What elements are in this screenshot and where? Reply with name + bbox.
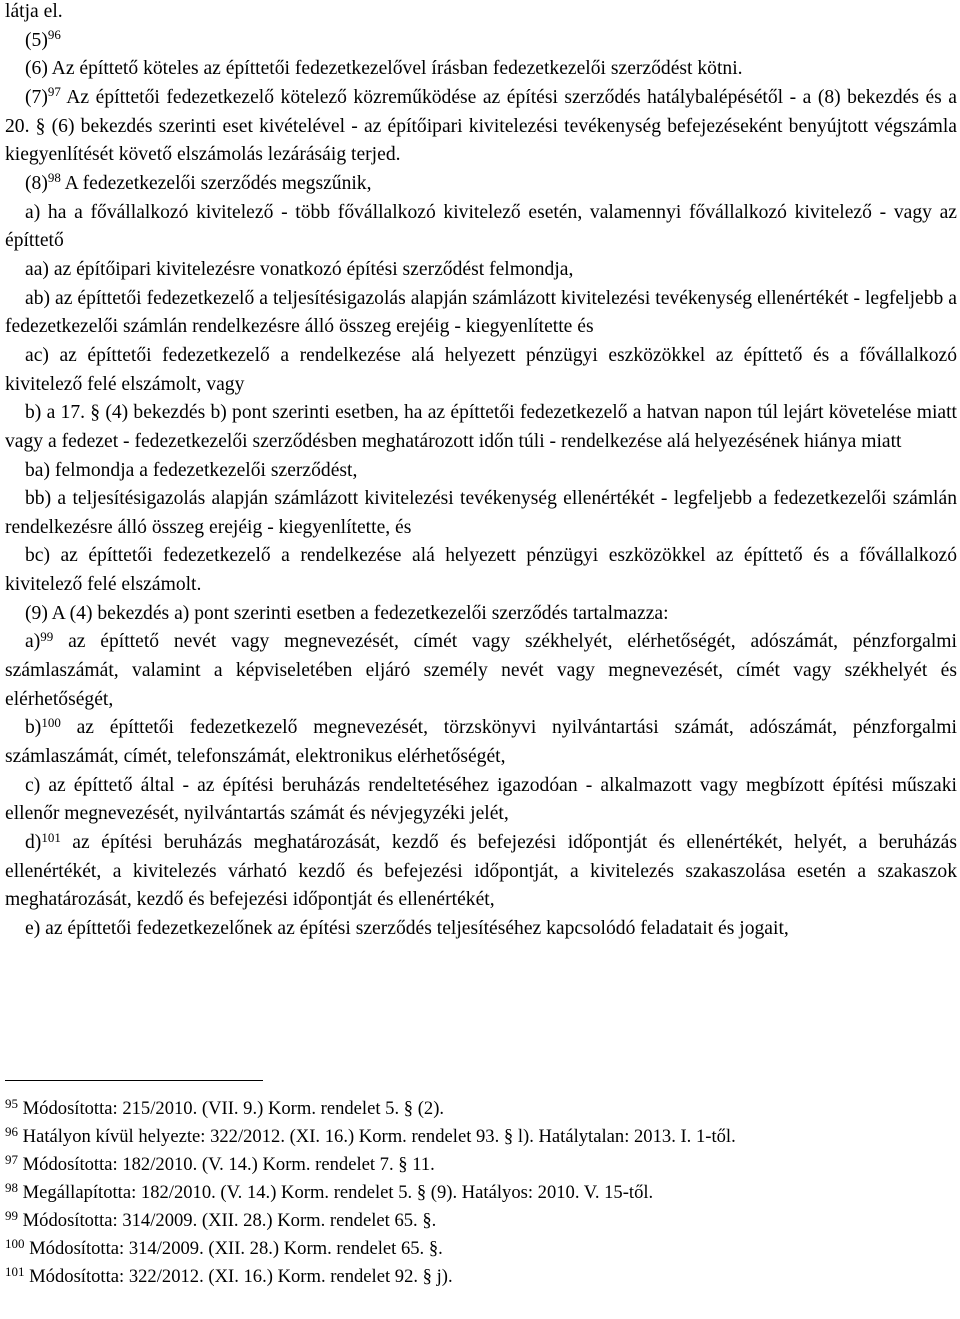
paragraph-label: d) bbox=[25, 832, 42, 854]
footnote-text: Módosította: 182/2010. (V. 14.) Korm. rendelet 7. § 11. bbox=[18, 1154, 435, 1175]
paragraph-text: Az építtetői fedezetkezelő kötelező közreműködése az építési szerződés hatálybalépésétől - a (8) bekezdés és a 20. § (6) bekezdés szerinti eset kivételével - az építőipari kivitelezési tevékenység befejezéseként benyújtott végszámla kiegyenlítését követő elszámolás lezárásáig terjed. bbox=[5, 86, 957, 166]
paragraph-text: b) a 17. § (4) bekezdés b) pont szerinti esetben, ha az építtetői fedezetkezelő a hatvan napon túl lejárt követelése miatt vagy a fedezet - fedezetkezelői szerződésben meghatározott időn túli - rendelkezése alá helyezésének hiánya miatt bbox=[5, 402, 957, 452]
footnote bbox=[5, 1151, 930, 1179]
footnote bbox=[5, 1235, 930, 1263]
paragraph-label: (7) bbox=[25, 86, 48, 108]
paragraph bbox=[5, 772, 957, 829]
paragraph bbox=[5, 829, 957, 915]
footnote bbox=[5, 1207, 930, 1235]
paragraph-text: (9) A (4) bekezdés a) pont szerinti esetben a fedezetkezelői szerződés tartalmazza: bbox=[25, 602, 669, 624]
paragraph-text: ac) az építtetői fedezetkezelő a rendelkezése alá helyezett pénzügyi eszközökkel az építtető és a fővállalkozó kivitelező felé elszámolt, vagy bbox=[5, 344, 957, 395]
paragraph-text: látja el. bbox=[5, 1, 63, 22]
paragraph bbox=[5, 342, 957, 399]
footnotes bbox=[5, 1095, 930, 1291]
paragraph-label: (5) bbox=[25, 29, 48, 51]
paragraph bbox=[5, 600, 957, 629]
footnote-ref[interactable]: 99 bbox=[40, 628, 54, 644]
footnote-text: Megállapította: 182/2010. (V. 14.) Korm. rendelet 5. § (9). Hatályos: 2010. V. 15-től. bbox=[18, 1182, 654, 1203]
footnote-text: Módosította: 314/2009. (XII. 28.) Korm. rendelet 65. §. bbox=[24, 1238, 443, 1259]
paragraph-text: aa) az építőipari kivitelezésre vonatkozó építési szerződést felmondja, bbox=[25, 258, 574, 280]
paragraph-text: A fedezetkezelői szerződés megszűnik, bbox=[60, 172, 372, 194]
footnote bbox=[5, 1263, 930, 1291]
paragraph bbox=[5, 714, 957, 771]
footnote-number: 99 bbox=[5, 1207, 18, 1223]
paragraph-label: b) bbox=[25, 717, 42, 739]
footnote-number: 100 bbox=[5, 1235, 25, 1251]
footnote-separator bbox=[5, 1080, 263, 1081]
footnote bbox=[5, 1095, 930, 1123]
paragraph-label: a) bbox=[25, 631, 41, 653]
paragraph bbox=[5, 542, 957, 599]
paragraph-text: ba) felmondja a fedezetkezelői szerződést, bbox=[25, 459, 358, 481]
paragraph bbox=[5, 199, 957, 256]
paragraph-text: bb) a teljesítésigazolás alapján számlázott kivitelezési tevékenység ellenértékét - legfeljebb a fedezetkezelői számlán rendelkezésre álló összeg erejéig - kiegyenlítette, és bbox=[5, 488, 957, 538]
paragraph bbox=[5, 170, 957, 199]
footnote-ref[interactable]: 100 bbox=[41, 714, 61, 730]
paragraph bbox=[5, 256, 957, 285]
paragraph-text: e) az építtetői fedezetkezelőnek az építési szerződés teljesítéséhez kapcsolódó feladatait és jogait, bbox=[25, 918, 789, 939]
paragraph-text: az építtetői fedezetkezelő megnevezését, törzskönyvi nyilvántartási számát, adószámát, pénzforgalmi számlaszámát, címét, telefonszámát, elektronikus elérhetőségét, bbox=[5, 717, 957, 768]
footnote bbox=[5, 1179, 930, 1207]
paragraph bbox=[5, 628, 957, 714]
footnote-number: 101 bbox=[5, 1263, 25, 1279]
paragraph bbox=[5, 915, 957, 944]
body-text bbox=[5, 0, 957, 944]
footnote-ref[interactable]: 101 bbox=[41, 829, 61, 845]
paragraph-text: bc) az építtetői fedezetkezelő a rendelkezése alá helyezett pénzügyi eszközökkel az építtető és a fővállalkozó kivitelező felé elszámolt. bbox=[5, 545, 957, 596]
paragraph-text: c) az építtető által - az építési beruházás rendeltetéséhez igazodóan - alkalmazott vagy megbízott építési műszaki ellenőr megnevezését, nyilvántartás számát és névjegyzéki jelét, bbox=[5, 774, 957, 825]
paragraph-text: az építési beruházás meghatározását, kezdő és befejezési időpontját és ellenértékét, helyét, a beruházás ellenértékét, a kivitelezés várható kezdő és befejezési időpontját, a kivitelezés szakaszolása esetén a szakaszok meghatározását, kezdő és befejezési időpontját és ellenértékét, bbox=[5, 832, 957, 911]
footnote-number: 98 bbox=[5, 1179, 18, 1195]
paragraph bbox=[5, 55, 957, 84]
paragraph-text: az építtető nevét vagy megnevezését, címét vagy székhelyét, elérhetőségét, adószámát, pénzforgalmi számlaszámát, valamint a képviseletében eljáró személy nevét vagy megnevezését, címét vagy székhelyét és elérhetőségét, bbox=[5, 631, 957, 710]
paragraph-text: a) ha a fővállalkozó kivitelező - több fővállalkozó kivitelező esetén, valamennyi fővállalkozó kivitelező - vagy az építtető bbox=[5, 201, 957, 252]
paragraph bbox=[5, 84, 957, 170]
paragraph-text: (6) Az építtető köteles az építtetői fedezetkezelővel írásban fedezetkezelői szerződést kötni. bbox=[25, 58, 743, 80]
paragraph-label: (8) bbox=[25, 172, 48, 194]
footnote-number: 95 bbox=[5, 1095, 18, 1111]
footnote bbox=[5, 1123, 930, 1151]
paragraph bbox=[5, 399, 957, 456]
footnote-number: 96 bbox=[5, 1123, 18, 1139]
footnote-ref[interactable]: 96 bbox=[47, 27, 61, 43]
paragraph bbox=[5, 285, 957, 342]
footnote-ref[interactable]: 98 bbox=[47, 170, 61, 186]
paragraph bbox=[5, 457, 957, 486]
footnote-ref[interactable]: 97 bbox=[47, 84, 61, 100]
footnote-number: 97 bbox=[5, 1151, 18, 1167]
paragraph bbox=[5, 485, 957, 542]
footnote-text: Módosította: 322/2012. (XI. 16.) Korm. rendelet 92. § j). bbox=[24, 1266, 453, 1287]
paragraph-text: ab) az építtetői fedezetkezelő a teljesítésigazolás alapján számlázott kivitelezési tevékenység ellenértékét - legfeljebb a fedezetkezelői számlán rendelkezésre álló összeg erejéig - kiegyenlítette és bbox=[5, 287, 957, 338]
paragraph bbox=[5, 0, 957, 27]
footnote-text: Módosította: 215/2010. (VII. 9.) Korm. rendelet 5. § (2). bbox=[18, 1098, 445, 1119]
footnote-text: Módosította: 314/2009. (XII. 28.) Korm. rendelet 65. §. bbox=[18, 1210, 437, 1231]
paragraph bbox=[5, 27, 957, 56]
footnote-text: Hatályon kívül helyezte: 322/2012. (XI. 16.) Korm. rendelet 93. § l). Hatálytalan: 2013. I. 1-től. bbox=[18, 1126, 736, 1147]
